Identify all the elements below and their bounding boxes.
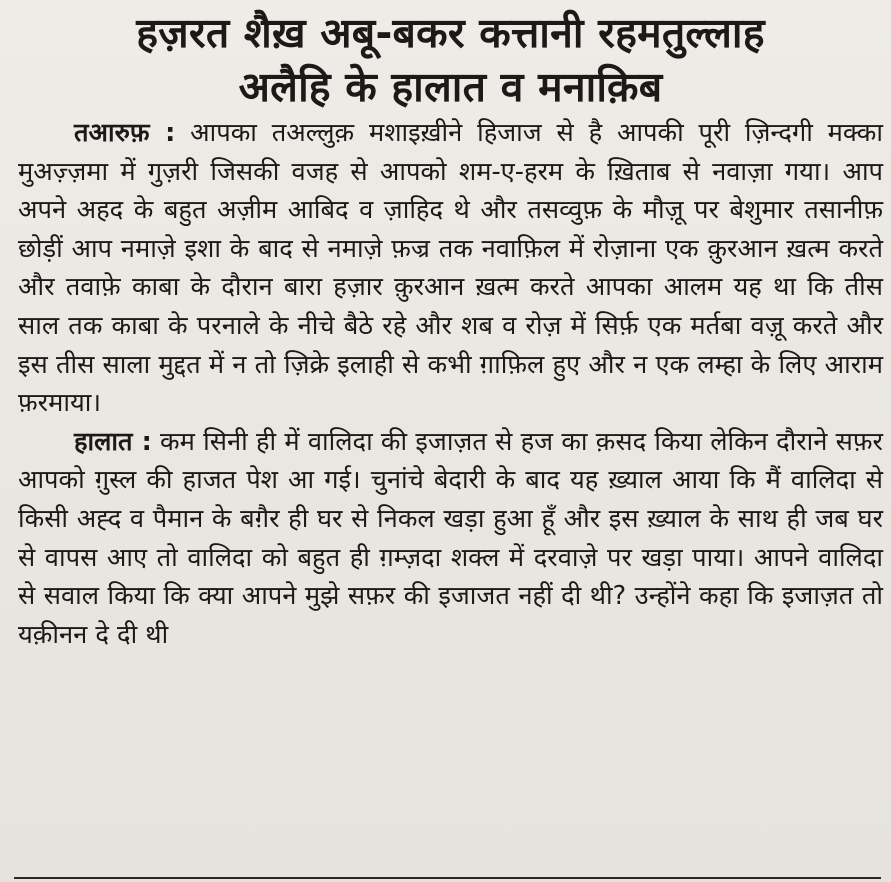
- paragraph-introduction: [18, 114, 883, 423]
- section-text-biography: कम सिनी ही में वालिदा की इजाज़त से हज का क़सद किया लेकिन दौराने सफ़र आपको ग़ुस्ल की हाजत पेश आ गई। चुनांचे बेदारी के बाद यह ख़्याल आया कि मैं वालिदा से किसी अह्द व पैमान के बग़ैर ही घर से निकल खड़ा हुआ हूँ और इस ख़्याल के साथ ही जब घर से वापस आए तो वालिदा को बहुत ही ग़म्ज़दा शक्ल में दरवाज़े पर खड़ा पाया। आपने वालिदा से सवाल किया कि क्या आपने मुझे सफ़र की इजाजत नहीं दी थी? उन्होंने कहा कि इजाज़त तो यक़ीनन दे दी थी: [18, 426, 883, 650]
- article-title: [18, 6, 883, 114]
- section-label-biography: हालात :: [74, 426, 152, 457]
- title-line-1: हज़रत शैख़ अबू-बकर कत्तानी रहमतुल्लाह: [136, 9, 765, 57]
- bottom-divider: [14, 877, 881, 879]
- title-line-2: अलैहि के हालात व मनाक़िब: [238, 63, 663, 111]
- paragraph-biography: [18, 423, 883, 655]
- section-text-introduction: आपका तअल्लुक़ मशाइख़ीने हिजाज से है आपकी पूरी ज़िन्दगी मक्का मुअज़्ज़मा में गुज़री जिसकी वजह से आपको शम-ए-हरम के ख़िताब से नवाज़ा गया। आप अपने अहद के बहुत अज़ीम आबिद व ज़ाहिद थे और तसव्वुफ़ के मौज़ू पर बेशुमार तसानीफ़ छोड़ीं आप नमाज़े इशा के बाद से नमाज़े फ़ज्र तक नवाफ़िल में रोज़ाना एक क़ुरआन ख़त्म करते और तवाफ़े काबा के दौरान बारा हज़ार क़ुरआन ख़त्म करते आपका आलम यह था कि तीस साल तक काबा के परनाले के नीचे बैठे रहे और शब व रोज़ में सिर्फ़ एक मर्तबा वज़ू करते और इस तीस साला मुद्दत में न तो ज़िक्रे इलाही से कभी ग़ाफ़िल हुए और न एक लम्हा के लिए आराम फ़रमाया।: [18, 118, 883, 419]
- section-label-introduction: तआरुफ़ :: [74, 118, 176, 148]
